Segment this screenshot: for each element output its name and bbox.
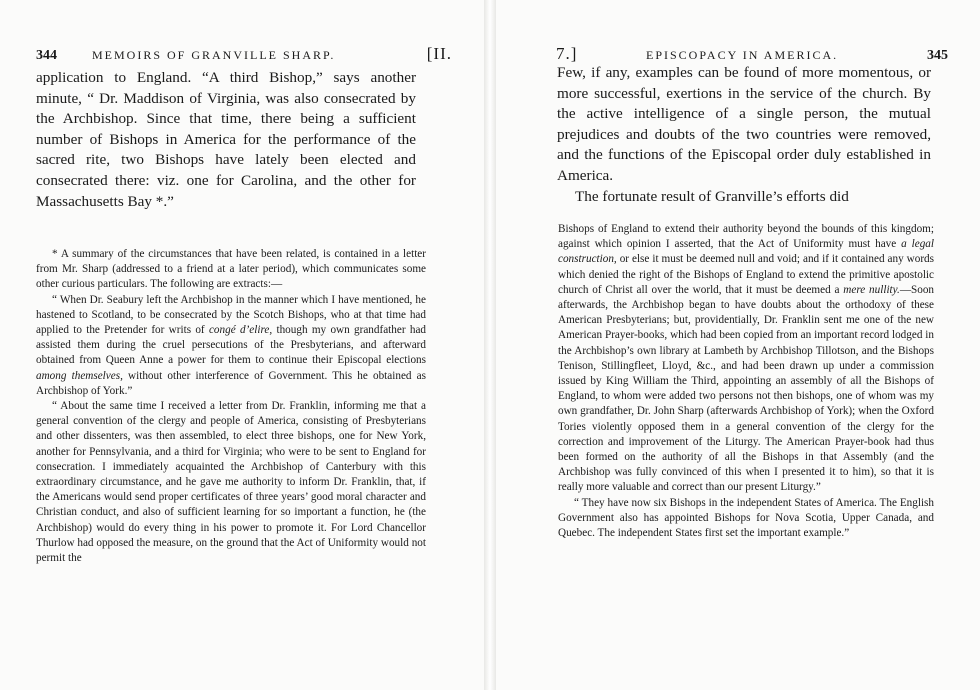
footnote-seabury-paragraph — [36, 293, 426, 399]
right-body-paragraph-2: The fortunate result of Granville’s efforts did — [575, 187, 849, 205]
left-section-marker: [II. — [426, 44, 452, 63]
footnote-text: or else it must be deemed null and void; and if it contained any words which denied the right of the Bishops of England to extend the primitive apostolic church of Christ all over the world, that it must be deemed a — [558, 253, 934, 296]
right-running-title: EPISCOPACY IN AMERICA. — [646, 48, 839, 62]
footnote-text: —Soon afterwards, the Archbishop began to have doubts about the orthodoxy of these American Presbyterians; but, providentially, Dr. Franklin sent me one of the new American Prayer-books, which had been copied from an important record lodged in the Archbishop’s own library at Lambeth by Archbishop Tillotson, and the Bishops Tenison, Stillingfleet, Lloyd, &c., and had been drawn up under a commission issued by King William the Third, appointing an assembly of all the Bishops of England, to whom were added two persons not then bishops, one of whom was my own grandfather, Dr. John Sharp (afterwards Archbishop of York); when the Oxford Tories violently opposed them in a general convention of the clergy for the correction and improvement of the Liturgy. The American Prayer-book had thus been formed on the authority of all the Bishops in that Assembly (and the Archbishop was fully convinced of this when I presented it to him), so that it is really more valuable and correct than our present Liturgy.” — [558, 283, 935, 494]
right-body-paragraph: Few, if any, examples can be found of more momentous, or more successful, exertions in the service of the church. By the active intelligence of a single person, the mutual prejudices and doubts of the two countries were removed, and the functions of the Episcopal order duly established in America. — [557, 64, 931, 184]
right-footnote — [558, 222, 934, 541]
left-running-title: MEMOIRS OF GRANVILLE SHARP. — [92, 48, 336, 62]
footnote-continuation — [558, 222, 934, 496]
footnote-text: Bishops of England to extend their authority beyond the bounds of this kingdom; against which opinion I asserted, that the Act of Uniformity must have — [558, 223, 934, 251]
footnote-italic: among themselves, — [36, 369, 123, 382]
right-main-text — [557, 63, 931, 207]
footnote-franklin-paragraph: “ About the same time I received a letter from Dr. Franklin, informing me that a general convention of the clergy and people of America, consisting of Presbyterians and other dissenters, was then assembled, to elect three bishops, one for New York, another for Pennsylvania, and a third for Virginia; who were to be sent to England for consecration. I immediately acquainted the Archbishop of Canterbury with this extraordinary circumstance, and he gave me authority to inform Dr. Franklin, that, if the Americans would send proper certificates of three years’ good moral character and Christian conduct, and also of sufficient learning for so important a function, he (the Archbishop) would do every thing in his power to promote it. For Lord Chancellor Thurlow had opposed the measure, on the ground that the Act of Uniformity would not permit the — [36, 400, 426, 565]
footnote-italic: a legal construction, — [558, 238, 935, 266]
right-section-marker: 7.] — [556, 44, 578, 63]
footnote-intro: * A summary of the circumstances that have been related, is contained in a letter from Mr. Sharp (addressed to a friend at a later period), which communicates some other curious particulars. The following are extracts:— — [36, 248, 426, 291]
footnote-text: without other interference of Government. This he obtained as Archbishop of York.” — [36, 369, 426, 397]
left-body-paragraph: application to England. “A third Bishop,” says another minute, “ Dr. Maddison of Virginia, was also consecrated by the Archbishop. Since that time, there being a sufficient number of Bishops in America for the performance of the sacred rite, two Bishops have lately been elected and consecrated there: viz. one for Carolina, and the other for Massachusetts Bay *.” — [36, 69, 416, 210]
footnote-text: though my own grandfather had assisted them during the cruel persecutions of the Presbyterians, and afterward obtained from Queen Anne a power for them to continue their Episcopal elections — [36, 324, 427, 367]
left-running-header — [36, 44, 452, 64]
left-page-number: 344 — [36, 48, 57, 63]
right-page — [496, 0, 980, 690]
left-footnote — [36, 247, 426, 566]
footnote-italic: mere nullity. — [843, 283, 900, 296]
footnote-text: “ When Dr. Seabury left the Archbishop in the manner which I have mentioned, he hastened to Scotland, to be consecrated by the Scotch Bishops, who at that time had applied to the Pretender for writs of — [36, 293, 426, 337]
footnote-bishops-paragraph: “ They have now six Bishops in the independent States of America. The English Government also has appointed Bishops for Nova Scotia, Upper Canada, and Quebec. The independent States first set the important example.” — [558, 496, 934, 540]
left-page — [0, 0, 484, 690]
footnote-italic: congé d’elire, — [208, 324, 273, 337]
right-page-number: 345 — [927, 48, 948, 63]
left-main-text — [36, 68, 416, 212]
book-gutter — [484, 0, 496, 690]
right-running-header — [556, 44, 948, 64]
